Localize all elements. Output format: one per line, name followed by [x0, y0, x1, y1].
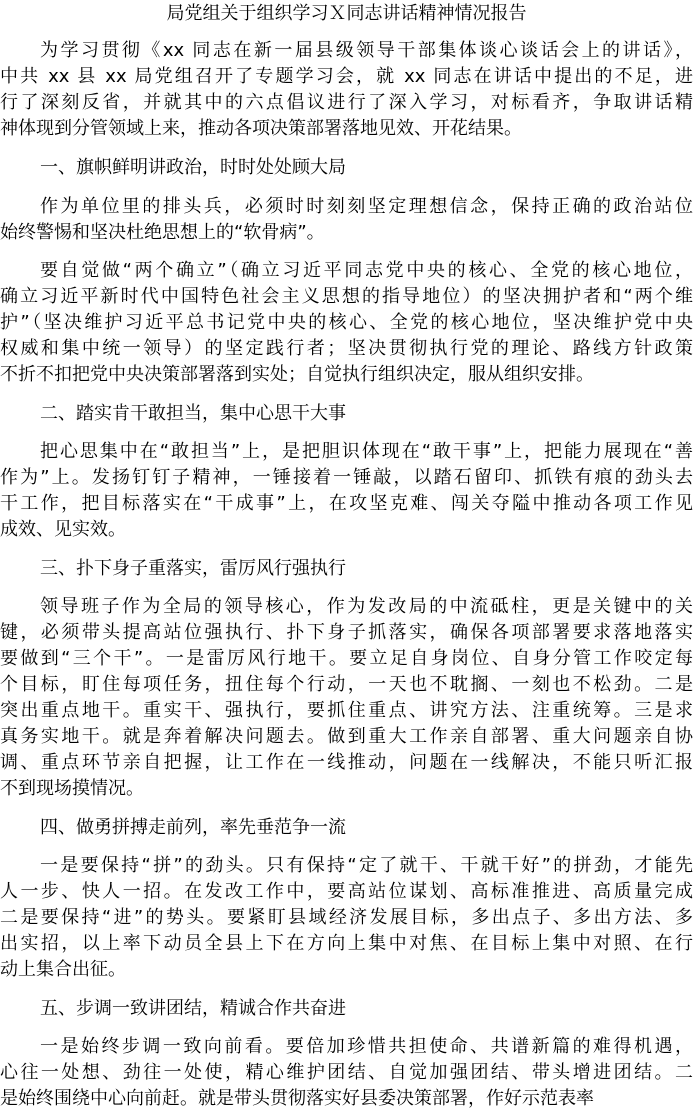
text-line: 为学习贯彻《xx 同志在新一届县级领导干部集体谈心谈话会上的讲话》， — [40, 40, 693, 61]
section-heading-2 — [0, 401, 693, 427]
heading-line: 三、扑下身子重落实，雷厉风行强执行 — [40, 558, 346, 579]
text-line: 始终警惕和坚决杜绝思想上的“软骨病”。 — [0, 222, 325, 243]
text-line: 领导班子作为全局的领导核心，作为发改局的中流砥柱，更是关键中的关 — [40, 596, 693, 617]
text-line: 作为”上。发扬钉钉子精神，一锤接着一锤敲，以踏石留印、抓铁有痕的劲头去 — [0, 467, 693, 488]
text-line: 人一步、快人一招。在发改工作中，要高站位谋划、高标准推进、高质量完成 — [0, 881, 693, 902]
text-line: 权威和集中统一领导）的坚定践行者；坚决贯彻执行党的理论、路线方针政策 — [0, 338, 693, 359]
section-heading-1 — [0, 155, 693, 181]
text-line: 成效、见实效。 — [0, 519, 126, 540]
text-line: 不到现场摸情况。 — [0, 778, 144, 799]
text-line: 干工作，把目标落实在“干成事”上，在攻坚克难、闯关夺隘中推动各项工作见 — [0, 493, 693, 514]
text-line: 真务实地干。就是奔着解决问题去。做到重大工作亲自部署、重大问题亲自协 — [0, 726, 693, 747]
section-5-paragraph — [0, 1034, 693, 1112]
text-line: 行了深刻反省，并就其中的六点倡议进行了深入学习，对标看齐，争取讲话精 — [0, 92, 693, 113]
document-title: 局党组关于组织学习Ｘ同志讲话精神情况报告 — [166, 3, 527, 24]
text-line: 二是要保持“进”的势头。要紧盯县域经济发展目标，多出点子、多出方法、多 — [0, 907, 693, 928]
text-line: 心往一处想、劲往一处使，精心维护团结、自觉加强团结、带头增进团结。二 — [0, 1062, 693, 1083]
section-1-paragraph-2 — [0, 258, 693, 388]
section-1-paragraph-1 — [0, 194, 693, 246]
text-line: 个目标，盯住每项任务，扭住每个行动，一天也不耽搁、一刻也不松劲。二是 — [0, 674, 693, 695]
text-line: 键，必须带头提高站位强执行、扑下身子抓落实，确保各项部署要求落地落实 — [0, 622, 693, 643]
heading-line: 四、做勇拼搏走前列，率先垂范争一流 — [40, 817, 346, 838]
text-line: 不折不扣把党中央决策部署落到实处；自觉执行组织决定，服从组织安排。 — [0, 364, 594, 385]
text-line: 作为单位里的排头兵，必须时时刻刻坚定理想信念，保持正确的政治站位 — [40, 196, 693, 217]
text-line: 神体现到分管领域上来，推动各项决策部署落地见效、开花结果。 — [0, 118, 522, 139]
text-line: 出实招，以上率下动员全县上下在方向上集中对焦、在目标上集中对照、在行 — [0, 933, 693, 954]
section-heading-3 — [0, 556, 693, 582]
text-line: 动上集合出征。 — [0, 959, 126, 980]
section-heading-4 — [0, 815, 693, 841]
text-line: 中共 xx 县 xx 局党组召开了专题学习会，就 xx 同志在讲话中提出的不足，进 — [0, 66, 693, 87]
text-line: 把心思集中在“敢担当”上，是把胆识体现在“敢干事”上，把能力展现在“善 — [40, 441, 693, 462]
section-4-paragraph — [0, 853, 693, 983]
text-line: 一是始终步调一致向前看。要倍加珍惜共担使命、共谱新篇的难得机遇， — [40, 1036, 693, 1057]
section-3-paragraph — [0, 594, 693, 802]
text-line: 突出重点地干。重实干、强执行，要抓住重点、讲究方法、注重统筹。三是求 — [0, 700, 693, 721]
heading-line: 二、踏实肯干敢担当，集中心思干大事 — [40, 403, 346, 424]
text-line: 要自觉做“两个确立”（确立习近平同志党中央的核心、全党的核心地位， — [40, 260, 693, 281]
text-line: 确立习近平新时代中国特色社会主义思想的指导地位）的坚决拥护者和“两个维 — [0, 286, 693, 307]
heading-line: 一、旗帜鲜明讲政治，时时处处顾大局 — [40, 157, 346, 178]
text-line: 一是要保持“拼”的劲头。只有保持“定了就干、干就干好”的拼劲，才能先 — [40, 855, 693, 876]
text-line: 护”（坚决维护习近平总书记党中央的核心、全党的核心地位，坚决维护党中央 — [0, 312, 693, 333]
section-heading-5 — [0, 996, 693, 1022]
heading-line: 五、步调一致讲团结，精诚合作共奋进 — [40, 998, 346, 1019]
intro-paragraph — [0, 38, 693, 142]
section-2-paragraph — [0, 439, 693, 543]
text-line: 调、重点环节亲自把握，让工作在一线推动，问题在一线解决，不能只听汇报 — [0, 752, 693, 773]
text-line: 要做到“三个干”。一是雷厉风行地干。要立足自身岗位、自身分管工作咬定每 — [0, 648, 693, 669]
text-line: 是始终围绕中心向前赶。就是带头贯彻落实好县委决策部署，作好示范表率 — [0, 1088, 594, 1109]
